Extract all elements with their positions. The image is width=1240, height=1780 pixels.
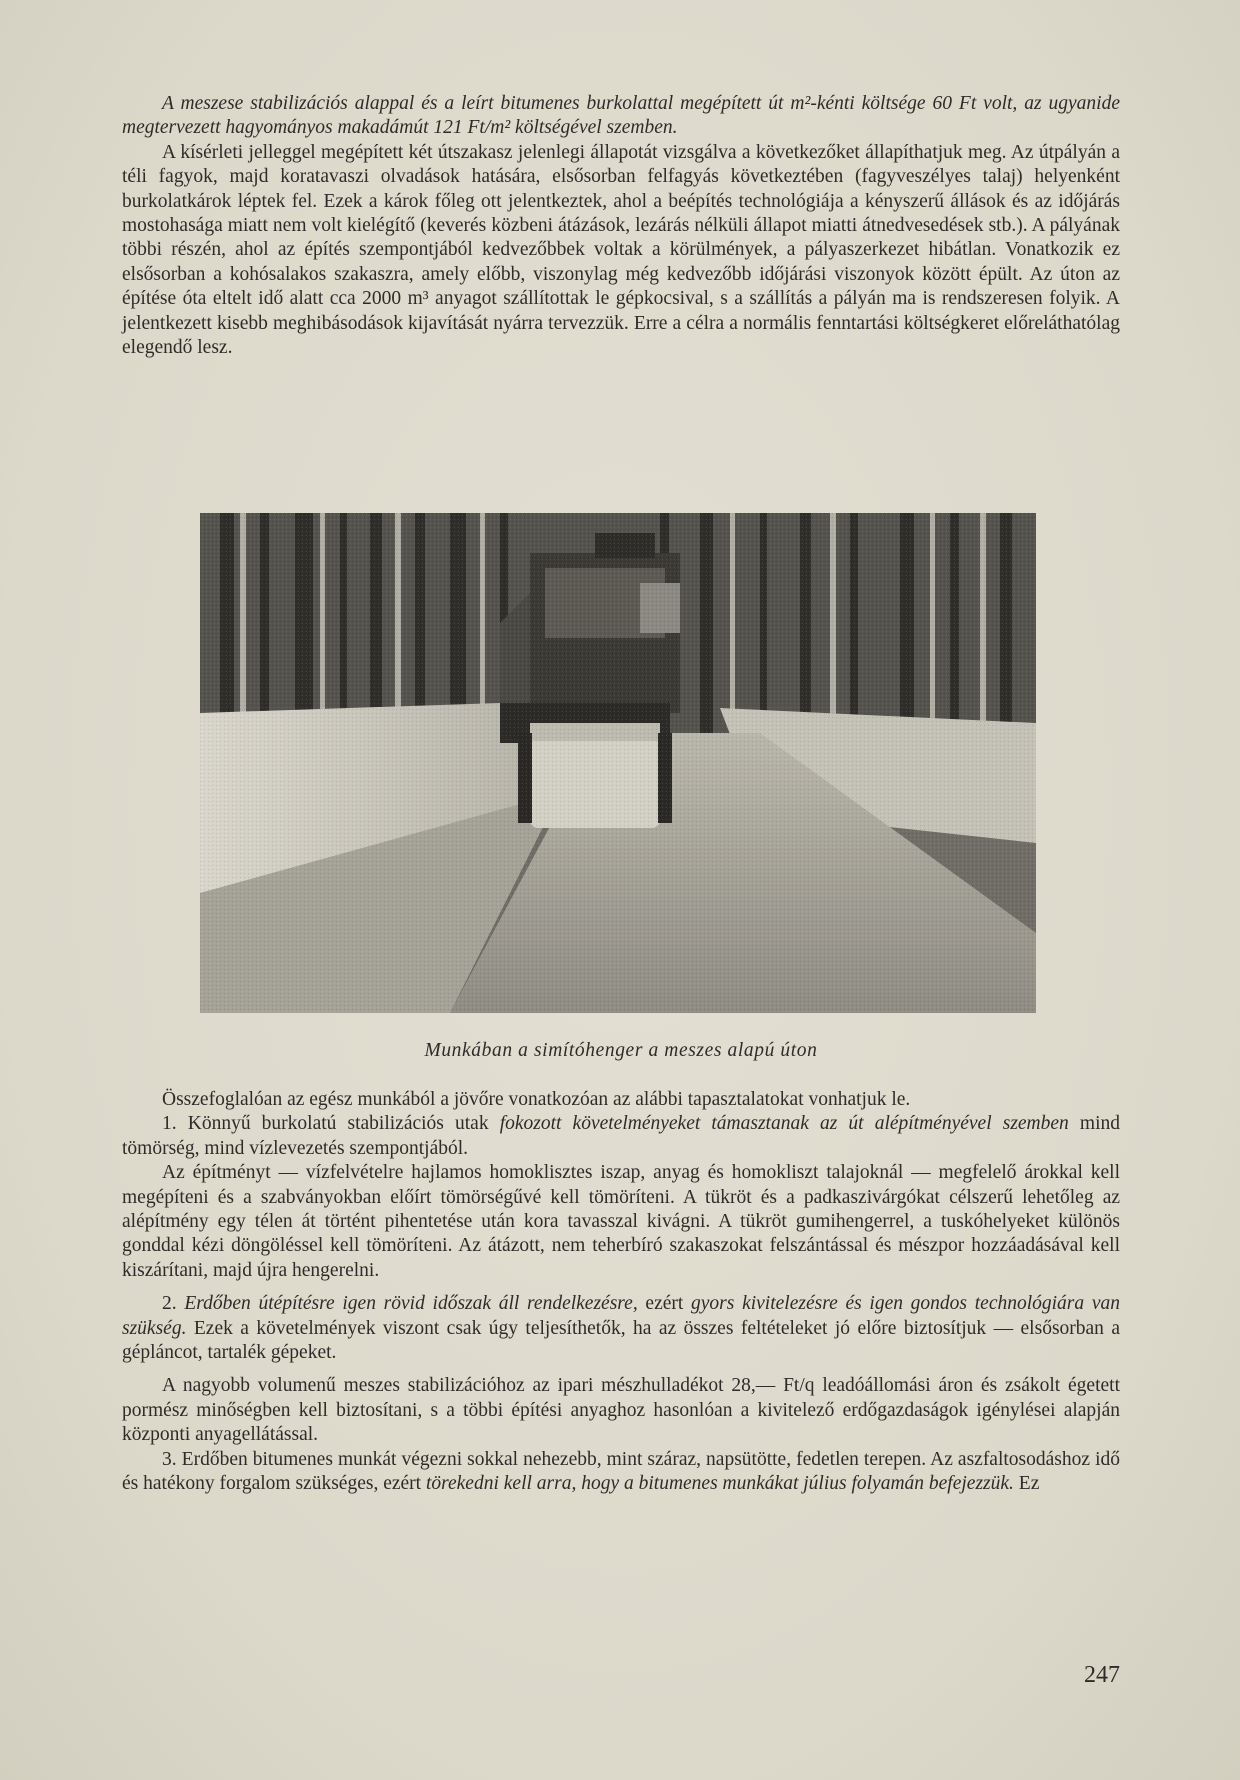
figure-caption: Munkában a simítóhenger a meszes alapú úton <box>424 1040 818 1061</box>
summary-intro: Összefoglalóan az egész munkából a jövőre vonatkozóan az alábbi tapasztalatokat vonhatjuk le. <box>162 1089 911 1110</box>
item-1-number: 1. <box>162 1113 177 1135</box>
item-1-italic: fokozott követelményeket támasztanak az út alépítményével szemben <box>499 1113 1069 1135</box>
item-3-italic: törekedni kell arra, hogy a bitumenes munkákat július folyamán befejezzük. <box>425 1473 1014 1495</box>
item-2-plain-a: ezért <box>645 1293 684 1315</box>
summary-item-1-detail: Az építményt — vízfelvételre hajlamos homoklisztes iszap, anyag és homokliszt talajoknál — megfelelő árokkal kell megépíteni és a szabványokban előírt tömörségűvé kell tömöríteni. A tükröt és a padkaszivárgókat célszerű lehetőleg az alépítmény egy télen át történt pihentetése után kora tavasszal kivágni. A tükröt gumihengerrel, a tuskóhelyeket különös gonddal kézi döngöléssel kell tömöríteni. Az átázott, nem teherbíró szakaszokat felszántással és mészpor hozzáadásával kell kiszárítani, majd újra hengerelni. <box>122 1162 1120 1281</box>
item-3-number: 3. <box>162 1448 177 1470</box>
state-paragraph: A kísérleti jelleggel megépített két útszakasz jelenlegi állapotát vizsgálva a következőket állapíthatjuk meg. Az útpályán a téli fagyok, majd koratavaszi olvadások hatására, elsősorban felfagyás következtében (fagyveszélyes talaj) helyenként burkolatkárok léptek fel. Ezek a károk főleg ott jelentkeztek, ahol a beépítés technológiája a kényszerű állások és az időjárás mostohasága miatt nem volt kielégítő (keverés közbeni átázások, lezárás nélküli állapot miatti átnedvesedések stb.). A pályának többi részén, ahol az építés szempontjából kedvezőbbek voltak a körülmények, a pályaszerkezet hibátlan. Vonatkozik ez elsősorban a kohósalakos szakaszra, amely előbb, viszonylag még kedvezőbb időjárási viszonyok között épült. Az úton az építése óta eltelt idő alatt cca 2000 m³ anyagot szállítottak le gépkocsival, s a szállítás a pályán ma is rendszeresen folyik. A jelentkezett kisebb meghibásodások kijavítását nyárra tervezzük. Erre a célra a normális fenntartási költségkeret előreláthatólag elegendő lesz. <box>122 141 1120 359</box>
road-roller-photo <box>200 513 1036 1013</box>
intro-block <box>122 92 1120 360</box>
summary-item-2-detail: A nagyobb volumenű meszes stabilizációhoz az ipari mészhulladékot 28,— Ft/q leadóállomási áron és zsákolt égetett pormész minőségben kell biztosítani, s a többi építési anyaghoz hasonlóan a kivitelező erdőgazdaságok igénylései alapján központi anyagellátással. <box>122 1375 1120 1446</box>
summary-item-1 <box>122 1112 1120 1161</box>
item-1-plain: Könnyű burkolatú stabilizációs utak <box>187 1113 489 1135</box>
item-2-number: 2. <box>162 1293 177 1315</box>
item-3-plain: Erdőben bitumenes munkát végezni sokkal nehezebb, mint száraz, napsütötte, fedetlen terepen. Az aszfaltosodáshoz idő és hatékony forgalom szükséges, ezért <box>122 1448 1120 1495</box>
page-number: 247 <box>1084 1662 1120 1688</box>
photo-illustration <box>200 513 1036 1013</box>
item-2-italic-b: gyors kivitelezésre és igen gondos technológiára van szükség. <box>122 1293 1121 1339</box>
summary-item-3 <box>122 1448 1120 1497</box>
summary-item-2 <box>122 1292 1120 1365</box>
intro-italic-paragraph: A meszese stabilizációs alappal és a leírt bitumenes burkolattal megépített út m²-kénti költsége 60 Ft volt, az ugyanide megtervezett hagyományos makadámút 121 Ft/m² költségével szemben. <box>122 93 1120 139</box>
item-1-rest: mind tömörség, mind vízlevezetés szempontjából. <box>122 1113 1121 1159</box>
item-3-rest: Ez <box>1018 1473 1040 1495</box>
summary-block <box>122 1088 1120 1497</box>
item-2-rest: Ezek a követelmények viszont csak úgy teljesíthetők, ha az összes feltételeket jó előre biztosítjuk — elsősorban a gépláncot, tartalék gépeket. <box>122 1317 1121 1364</box>
item-2-italic-a: Erdőben útépítésre igen rövid időszak áll rendelkezésre, <box>184 1293 638 1315</box>
